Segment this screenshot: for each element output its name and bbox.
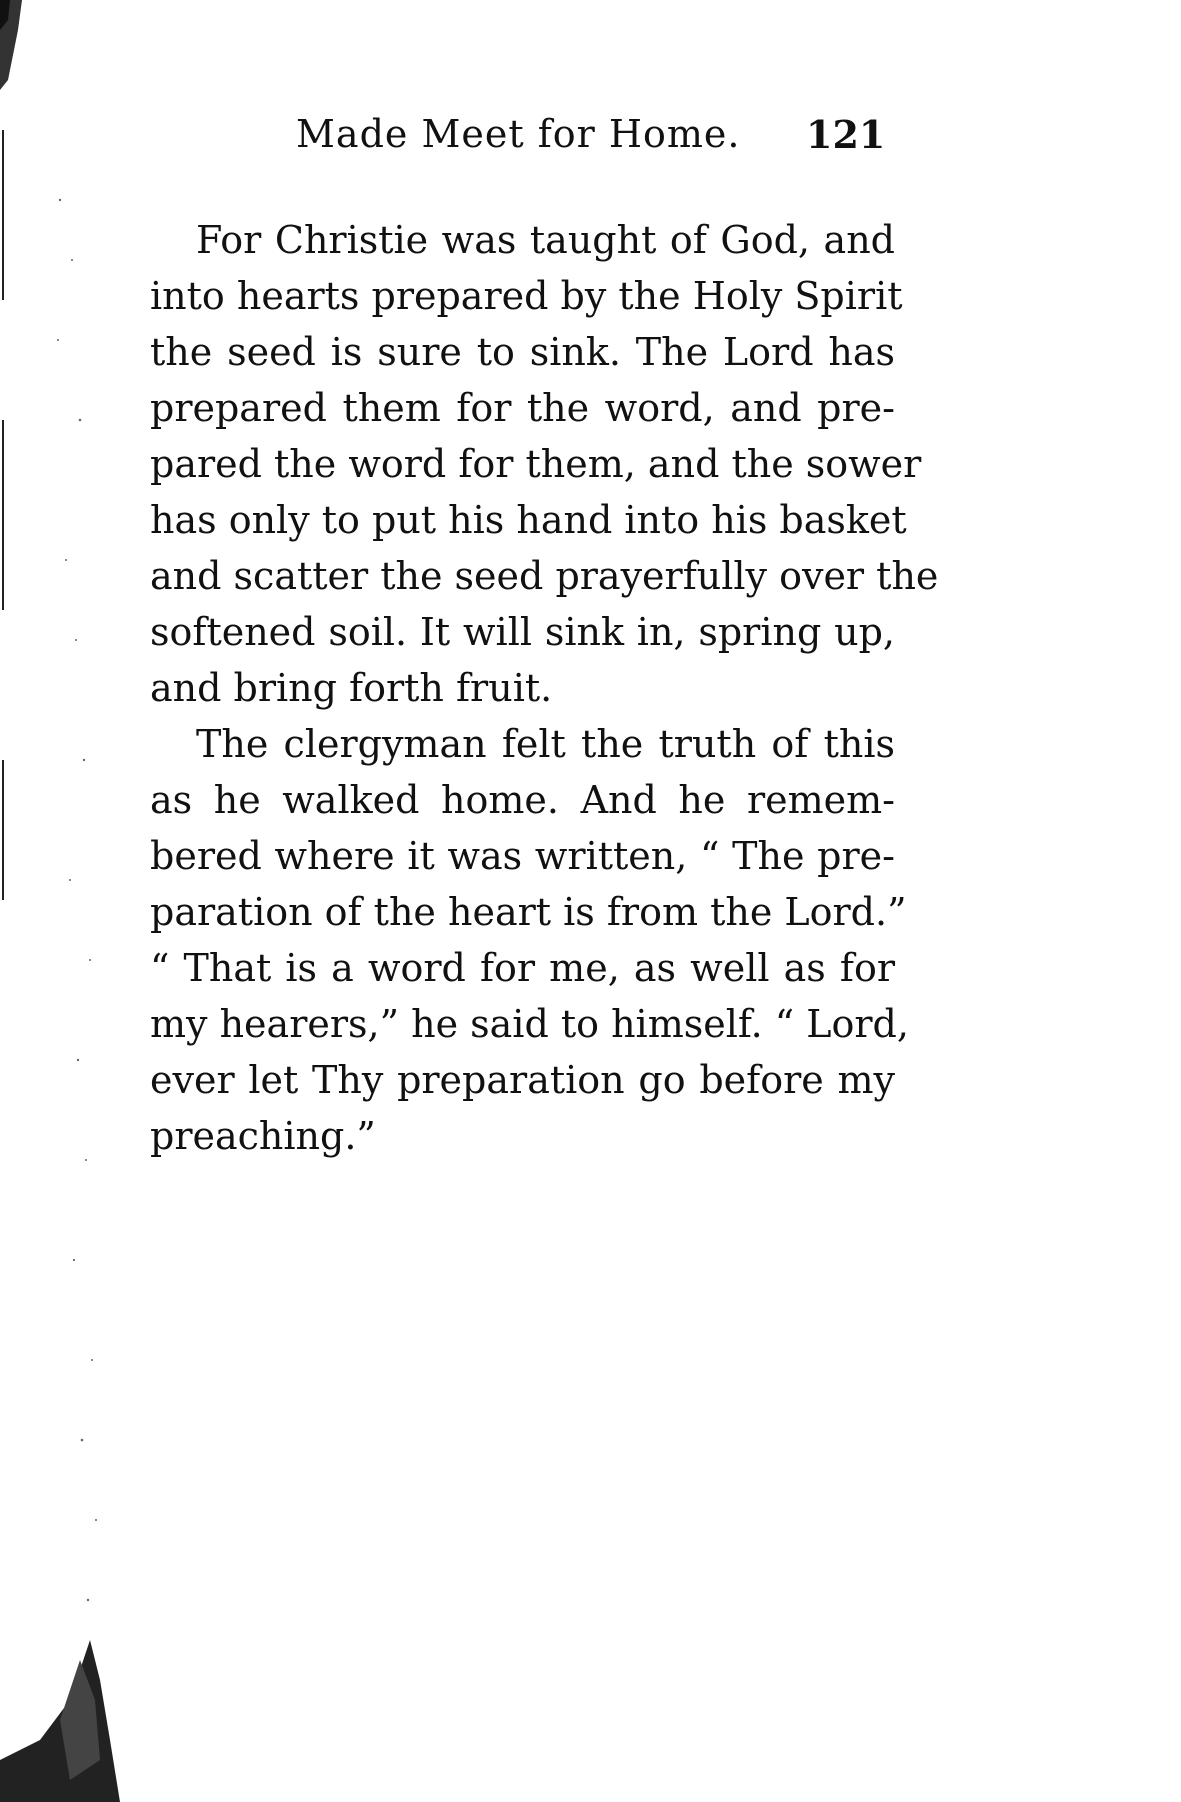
text-line: paration of the heart is from the Lord.” (150, 890, 907, 934)
text-line: preaching.” (150, 1114, 376, 1158)
scanned-binding-edge (0, 0, 130, 1802)
text-line: ever let Thy preparation go before my (150, 1058, 895, 1102)
text-line: prepared them for the word, and pre- (150, 386, 895, 430)
page-body (150, 212, 939, 1164)
text-line: as he walked home. And he remem- (150, 778, 895, 822)
text-line: softened soil. It will sink in, spring up, (150, 610, 895, 654)
running-title: Made Meet for Home. (296, 112, 741, 156)
page-header (296, 112, 896, 164)
paragraph (150, 212, 939, 716)
text-line: into hearts prepared by the Holy Spirit (150, 274, 903, 318)
text-line: pared the word for them, and the sower (150, 442, 922, 486)
paragraph (150, 716, 909, 1164)
text-line: The clergyman felt the truth of this (196, 722, 895, 766)
page-number: 121 (806, 112, 886, 157)
text-line: For Christie was taught of God, and (196, 218, 895, 262)
text-line: bered where it was written, “ The pre- (150, 834, 895, 878)
text-line: has only to put his hand into his basket (150, 498, 907, 542)
text-line: the seed is sure to sink. The Lord has (150, 330, 895, 374)
text-line: my hearers,” he said to himself. “ Lord, (150, 1002, 909, 1046)
text-line: and scatter the seed prayerfully over the (150, 554, 939, 598)
text-line: and bring forth fruit. (150, 666, 553, 710)
text-line: “ That is a word for me, as well as for (150, 946, 895, 990)
